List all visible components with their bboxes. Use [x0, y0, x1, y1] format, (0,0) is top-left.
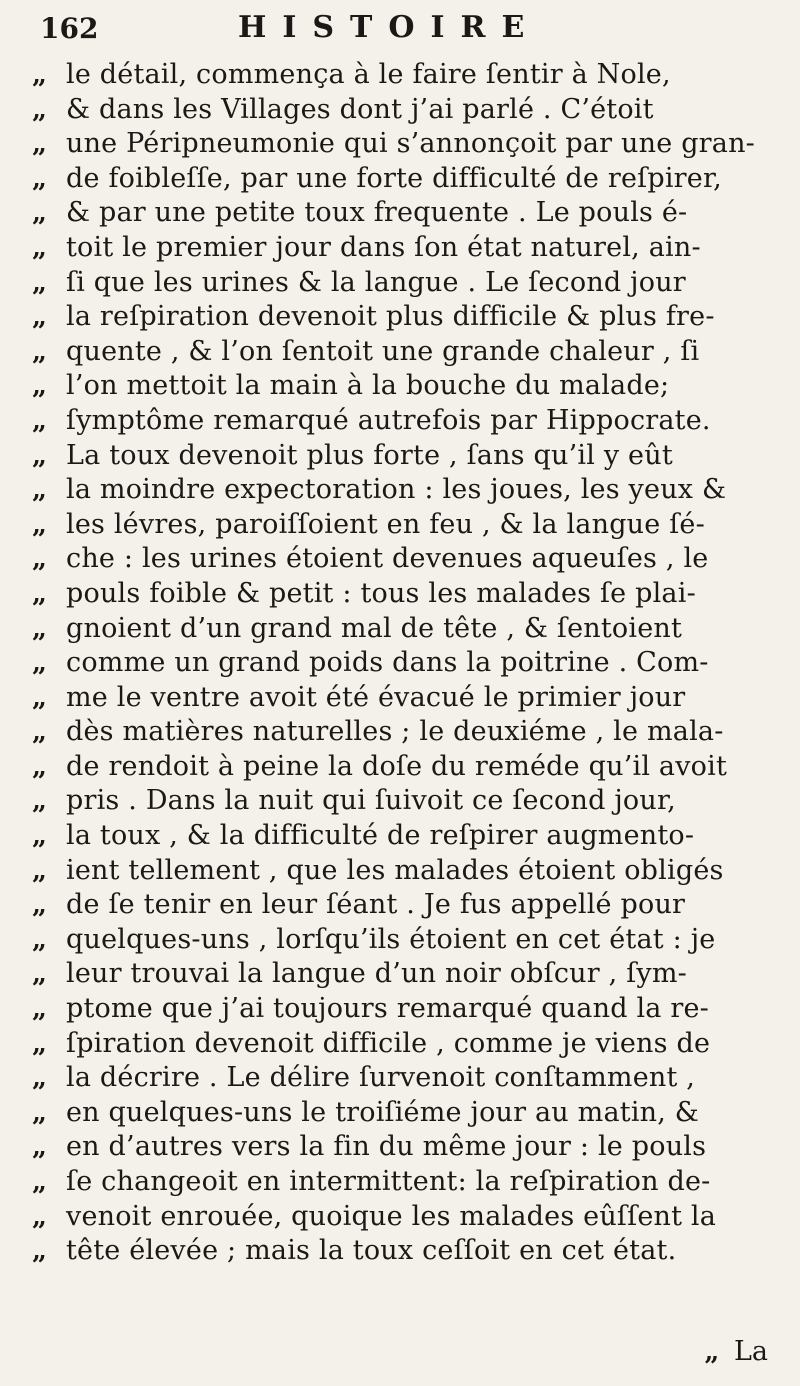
line-text: le détail, commença à le faire ſentir à Nole, [66, 59, 671, 90]
line-text: une Péripneumonie qui s’annonçoit par une gran- [66, 128, 756, 160]
quote-mark: „ [32, 821, 47, 852]
page-number: 162 [40, 12, 99, 45]
quote-mark: „ [32, 959, 47, 990]
quote-mark: „ [32, 475, 47, 506]
catchword [704, 1336, 768, 1367]
line-text: & dans les Villages dont j’ai parlé . C’étoit [66, 93, 654, 125]
line-text: de ſe tenir en leur ſéant . Je fus appellé pour [66, 889, 686, 921]
quote-mark: „ [32, 578, 47, 609]
quote-mark: „ [32, 544, 47, 575]
text-line [32, 162, 772, 197]
line-text: gnoient d’un grand mal de tête , & ſentoient [66, 612, 683, 644]
catchword-text: La [733, 1336, 768, 1367]
quote-mark: „ [32, 60, 47, 90]
quote-mark: „ [32, 1028, 47, 1059]
text-line [32, 473, 772, 508]
line-text: dès matières naturelles ; le deuxiéme , le mala- [66, 716, 724, 748]
page-header [40, 8, 780, 52]
quote-mark: „ [32, 1097, 47, 1128]
text-line [32, 1165, 772, 1200]
line-text: les lévres, paroiſſoient en feu , & la langue ſé- [66, 508, 705, 540]
quote-mark: „ [32, 371, 47, 402]
quote-mark: „ [32, 336, 47, 367]
line-text: & par une petite toux frequente . Le pouls é- [66, 197, 688, 229]
text-line [32, 1200, 772, 1235]
line-text: venoit enrouée, quoique les malades eûſſent la [66, 1200, 717, 1232]
quote-mark: „ [32, 855, 47, 886]
text-line [32, 646, 772, 681]
text-line [32, 577, 772, 612]
line-text: en d’autres vers la fin du même jour : le pouls [66, 1131, 707, 1163]
text-line [32, 784, 772, 819]
text-line [32, 854, 772, 889]
text-line [32, 231, 772, 266]
text-line [32, 1234, 772, 1269]
text-line [32, 196, 772, 231]
quote-mark: „ [32, 1132, 47, 1163]
quote-mark: „ [32, 924, 47, 955]
line-text: ſymptôme remarqué autrefois par Hippocrate. [66, 404, 711, 436]
text-line [32, 1061, 772, 1096]
quote-mark: „ [32, 717, 47, 748]
quote-mark: „ [32, 302, 47, 333]
text-line [32, 1027, 772, 1062]
quote-mark: „ [32, 751, 47, 782]
quote-mark: „ [32, 267, 47, 298]
line-text: tête élevée ; mais la toux ceſſoit en cet état. [66, 1235, 677, 1267]
text-line [32, 681, 772, 716]
text-line [32, 93, 772, 128]
text-line [32, 1096, 772, 1131]
line-text: La toux devenoit plus forte , ſans qu’il y eût [66, 439, 673, 471]
line-text: de foibleſſe, par une forte difficulté de reſpirer, [66, 162, 722, 194]
line-text: ient tellement , que les malades étoient obligés [66, 854, 724, 886]
line-text: en quelques-uns le troiſiéme jour au matin, & [66, 1096, 700, 1128]
text-line [32, 300, 772, 335]
quote-mark: „ [32, 682, 47, 713]
text-line [32, 404, 772, 439]
text-line [32, 335, 772, 370]
text-line [32, 715, 772, 750]
quote-mark: „ [32, 198, 47, 229]
line-text: comme un grand poids dans la poitrine . Com- [66, 647, 709, 679]
text-line [32, 923, 772, 958]
quote-mark: „ [32, 1201, 47, 1232]
text-line [32, 612, 772, 647]
text-line [32, 127, 772, 162]
line-text: leur trouvai la langue d’un noir obſcur , ſym- [66, 958, 687, 990]
quote-mark: „ [32, 890, 47, 921]
line-text: toit le premier jour dans ſon état naturel, ain- [66, 231, 701, 263]
text-line [32, 1130, 772, 1165]
body-text [32, 58, 772, 1269]
quote-mark: „ [32, 994, 47, 1025]
text-line [32, 750, 772, 785]
text-line [32, 369, 772, 404]
quote-mark: „ [32, 94, 47, 125]
quote-mark: „ [32, 129, 47, 160]
line-text: de rendoit à peine la doſe du reméde qu’il avoit [66, 750, 728, 782]
text-line [32, 819, 772, 854]
line-text: che : les urines étoient devenues aqueuſes , le [66, 543, 709, 575]
running-head: HISTOIRE [238, 10, 541, 45]
line-text: ſi que les urines & la langue . Le ſecond jour [66, 266, 686, 298]
text-line [32, 888, 772, 923]
text-line [32, 58, 772, 93]
quote-mark: „ [704, 1337, 720, 1367]
line-text: quelques-uns , lorſqu’ils étoient en cet état : je [66, 923, 716, 955]
line-text: l’on mettoit la main à la bouche du malade; [66, 370, 670, 402]
line-text: ſe changeoit en intermittent: la reſpiration de- [66, 1166, 711, 1197]
quote-mark: „ [32, 786, 47, 817]
quote-mark: „ [32, 232, 47, 263]
quote-mark: „ [32, 648, 47, 679]
text-line [32, 266, 772, 301]
line-text: la moindre expectoration : les joues, les yeux & [66, 474, 727, 506]
line-text: la toux , & la difficulté de reſpirer augmento- [66, 820, 695, 852]
text-line [32, 542, 772, 577]
line-text: quente , & l’on ſentoit une grande chaleur , ſi [66, 335, 700, 367]
quote-mark: „ [32, 1063, 47, 1094]
line-text: la décrire . Le délire ſurvenoit conſtamment , [66, 1062, 696, 1094]
line-text: ptome que j’ai toujours remarqué quand la re- [66, 993, 709, 1025]
text-line [32, 957, 772, 992]
line-text: la reſpiration devenoit plus difficile & plus fre- [66, 301, 715, 333]
text-line [32, 439, 772, 474]
text-line [32, 992, 772, 1027]
text-line [32, 508, 772, 543]
line-text: ſpiration devenoit difficile , comme je viens de [66, 1027, 711, 1059]
line-text: me le ventre avoit été évacué le primier jour [66, 681, 686, 713]
quote-mark: „ [32, 405, 47, 436]
quote-mark: „ [32, 613, 47, 644]
line-text: pris . Dans la nuit qui ſuivoit ce ſecond jour, [66, 785, 676, 817]
quote-mark: „ [32, 1167, 47, 1197]
line-text: pouls foible & petit : tous les malades ſe plai- [66, 577, 696, 609]
quote-mark: „ [32, 509, 47, 540]
quote-mark: „ [32, 1236, 47, 1267]
quote-mark: „ [32, 163, 47, 194]
quote-mark: „ [32, 440, 47, 471]
